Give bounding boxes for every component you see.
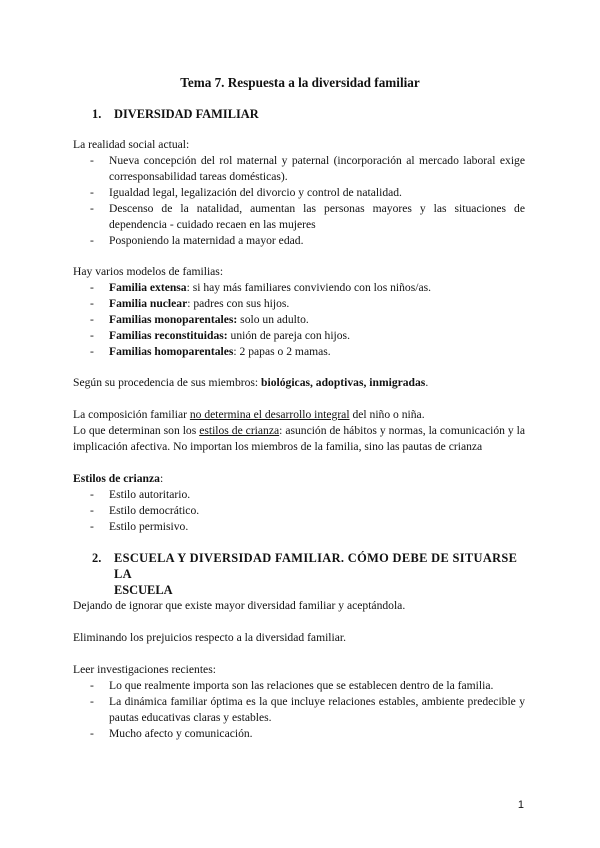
origin-prefix: Según su procedencia de sus miembros: <box>73 376 262 389</box>
section-2-title-line-1 <box>114 550 525 582</box>
section-2-heading-line-1 <box>92 550 525 582</box>
origin-suffix: . <box>425 376 429 389</box>
composition-paragraph <box>73 407 525 423</box>
model-desc: solo un adulto. <box>237 313 309 326</box>
origin-paragraph <box>73 375 525 391</box>
school-paragraph-3: Leer investigaciones recientes: <box>73 663 216 676</box>
list-item: - La dinámica familiar óptima es la que incluye relaciones estables, ambiente predecible y pautas educativas claras y estables. <box>73 694 525 726</box>
family-models-intro: Hay varios modelos de familias: <box>73 265 224 278</box>
list-item: - Mucho afecto y comunicación. <box>73 726 525 742</box>
composition-underlined: no determina el desarrollo integral <box>189 408 350 421</box>
school-paragraph-2: Eliminando los prejuicios respecto a la diversidad familiar. <box>73 631 347 644</box>
list-item <box>73 344 525 360</box>
list-item: - Igualdad legal, legalización del divorcio y control de natalidad. <box>73 185 525 201</box>
list-item <box>73 296 525 312</box>
determinants-underlined: estilos de crianza <box>199 424 280 437</box>
section-1-title: DIVERSIDAD FAMILIAR <box>114 107 259 121</box>
research-list <box>73 678 525 742</box>
section-2-title-text: ESCUELA Y DIVERSIDAD FAMILIAR. CÓMO DEBE DE SITUARSE LA <box>114 551 518 581</box>
model-term: Familias reconstituidas: <box>109 329 228 342</box>
model-term: Familia extensa <box>109 281 187 294</box>
list-item: - Estilo democrático. <box>73 503 525 519</box>
list-item <box>73 328 525 344</box>
list-item: - Estilo autoritario. <box>73 487 525 503</box>
model-term: Familia nuclear <box>109 297 188 310</box>
model-desc: unión de pareja con hijos. <box>227 329 350 342</box>
determinants-paragraph <box>73 423 525 455</box>
document-title: Tema 7. Respuesta a la diversidad familiar <box>180 75 420 90</box>
model-term: Familias monoparentales: <box>109 313 238 326</box>
composition-suffix: del niño o niña. <box>349 408 425 421</box>
section-2-number: 2. <box>92 551 102 565</box>
model-term: Familias homoparentales <box>109 345 234 358</box>
list-item: - Lo que realmente importa son las relaciones que se establecen dentro de la familia. <box>73 678 525 694</box>
determinants-prefix: Lo que determinan son los <box>73 424 200 437</box>
origin-types: biológicas, adoptivas, inmigradas <box>261 376 426 389</box>
section-1-heading <box>92 107 259 122</box>
determinants-suffix: : asunción de hábitos y normas, la comunicación y la implicación afectiva. No importan los miembros de la familia, sino las pautas de crianza <box>73 424 525 453</box>
composition-prefix: La composición familiar <box>73 408 190 421</box>
model-desc: : si hay más familiares conviviendo con los niños/as. <box>186 281 432 294</box>
section-2-title-line-2: ESCUELA <box>114 583 173 597</box>
parenting-styles-label: Estilos de crianza <box>73 472 160 485</box>
model-desc: : padres con sus hijos. <box>187 297 290 310</box>
list-item: - Estilo permisivo. <box>73 519 525 535</box>
list-item: - Posponiendo la maternidad a mayor edad. <box>73 233 525 249</box>
social-reality-intro: La realidad social actual: <box>73 138 190 151</box>
list-item: - Nueva concepción del rol maternal y paternal (incorporación al mercado laboral exige corresponsabilidad tareas domésticas). <box>73 153 525 185</box>
list-item: - Descenso de la natalidad, aumentan las personas mayores y las situaciones de dependencia - cuidado recaen en las mujeres <box>73 201 525 233</box>
section-1-number: 1. <box>92 107 102 121</box>
parenting-styles-colon: : <box>159 472 164 485</box>
section-2-heading <box>92 550 525 598</box>
parenting-styles-heading <box>73 471 525 487</box>
social-reality-list <box>73 153 525 249</box>
school-paragraph-1: Dejando de ignorar que existe mayor diversidad familiar y aceptándola. <box>73 599 406 612</box>
list-item <box>73 280 525 296</box>
parenting-styles-list <box>73 487 525 535</box>
list-item <box>73 312 525 328</box>
family-models-list <box>73 280 525 360</box>
page-number: 1 <box>517 799 524 811</box>
model-desc: : 2 papas o 2 mamas. <box>233 345 331 358</box>
